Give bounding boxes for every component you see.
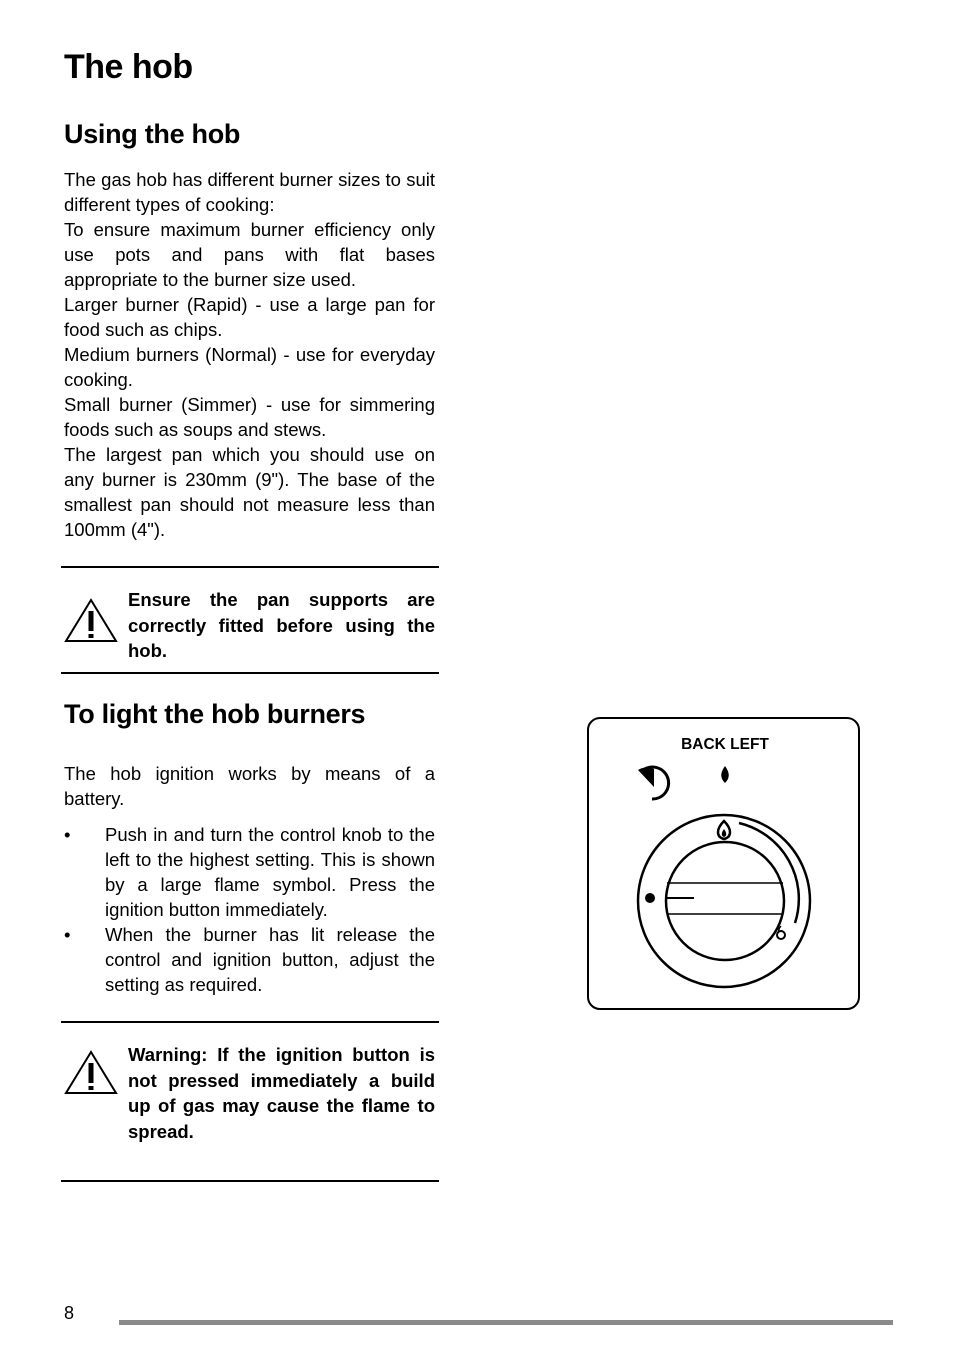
page-number: 8 <box>64 1303 75 1323</box>
diagram-label: BACK LEFT <box>681 736 769 753</box>
section-heading-lighting: To light the hob burners <box>64 699 366 729</box>
warning-text: Warning: If the ignition button is not pressed immediately a build up of gas may cause the flame to spread. <box>128 1044 435 1142</box>
using-paragraph: The gas hob has different burner sizes to suit different types of cooking: <box>64 169 435 215</box>
off-dot-icon <box>645 893 655 903</box>
footer-bar <box>119 1320 893 1325</box>
using-paragraph: Small burner (Simmer) - use for simmering foods such as soups and stews. <box>64 394 435 440</box>
divider <box>61 672 439 674</box>
list-item-text: When the burner has lit release the control and ignition button, adjust the setting as required. <box>105 924 435 995</box>
list-item-text: Push in and turn the control knob to the left to the highest setting. This is shown by a large flame symbol. Press the ignition button immediately. <box>105 824 435 920</box>
lighting-intro: The hob ignition works by means of a battery. <box>64 763 435 809</box>
divider <box>61 566 439 568</box>
divider <box>61 1180 439 1182</box>
list-item <box>64 822 435 922</box>
warning-text: Ensure the pan supports are correctly fitted before using the hob. <box>128 589 435 661</box>
bullet-dot: • <box>64 824 71 845</box>
using-body <box>64 167 435 542</box>
warning-triangle-icon <box>64 598 118 644</box>
list-item <box>64 922 435 997</box>
diagram-frame <box>588 718 859 1009</box>
bullet-dot: • <box>64 924 71 945</box>
lighting-steps <box>64 822 435 997</box>
warning-triangle-icon <box>64 1050 118 1096</box>
using-paragraph: Medium burners (Normal) - use for everyday cooking. <box>64 344 435 390</box>
page-title: The hob <box>64 48 193 86</box>
control-knob-diagram <box>587 717 860 1010</box>
divider <box>61 1021 439 1023</box>
using-paragraph: Larger burner (Rapid) - use a large pan for food such as chips. <box>64 294 435 340</box>
using-paragraph: To ensure maximum burner efficiency only use pots and pans with flat bases appropriate to the burner size used. <box>64 219 435 290</box>
section-heading-using: Using the hob <box>64 119 241 149</box>
using-paragraph: The largest pan which you should use on any burner is 230mm (9"). The base of the smallest pan should not measure less than 100mm (4"). <box>64 444 435 540</box>
